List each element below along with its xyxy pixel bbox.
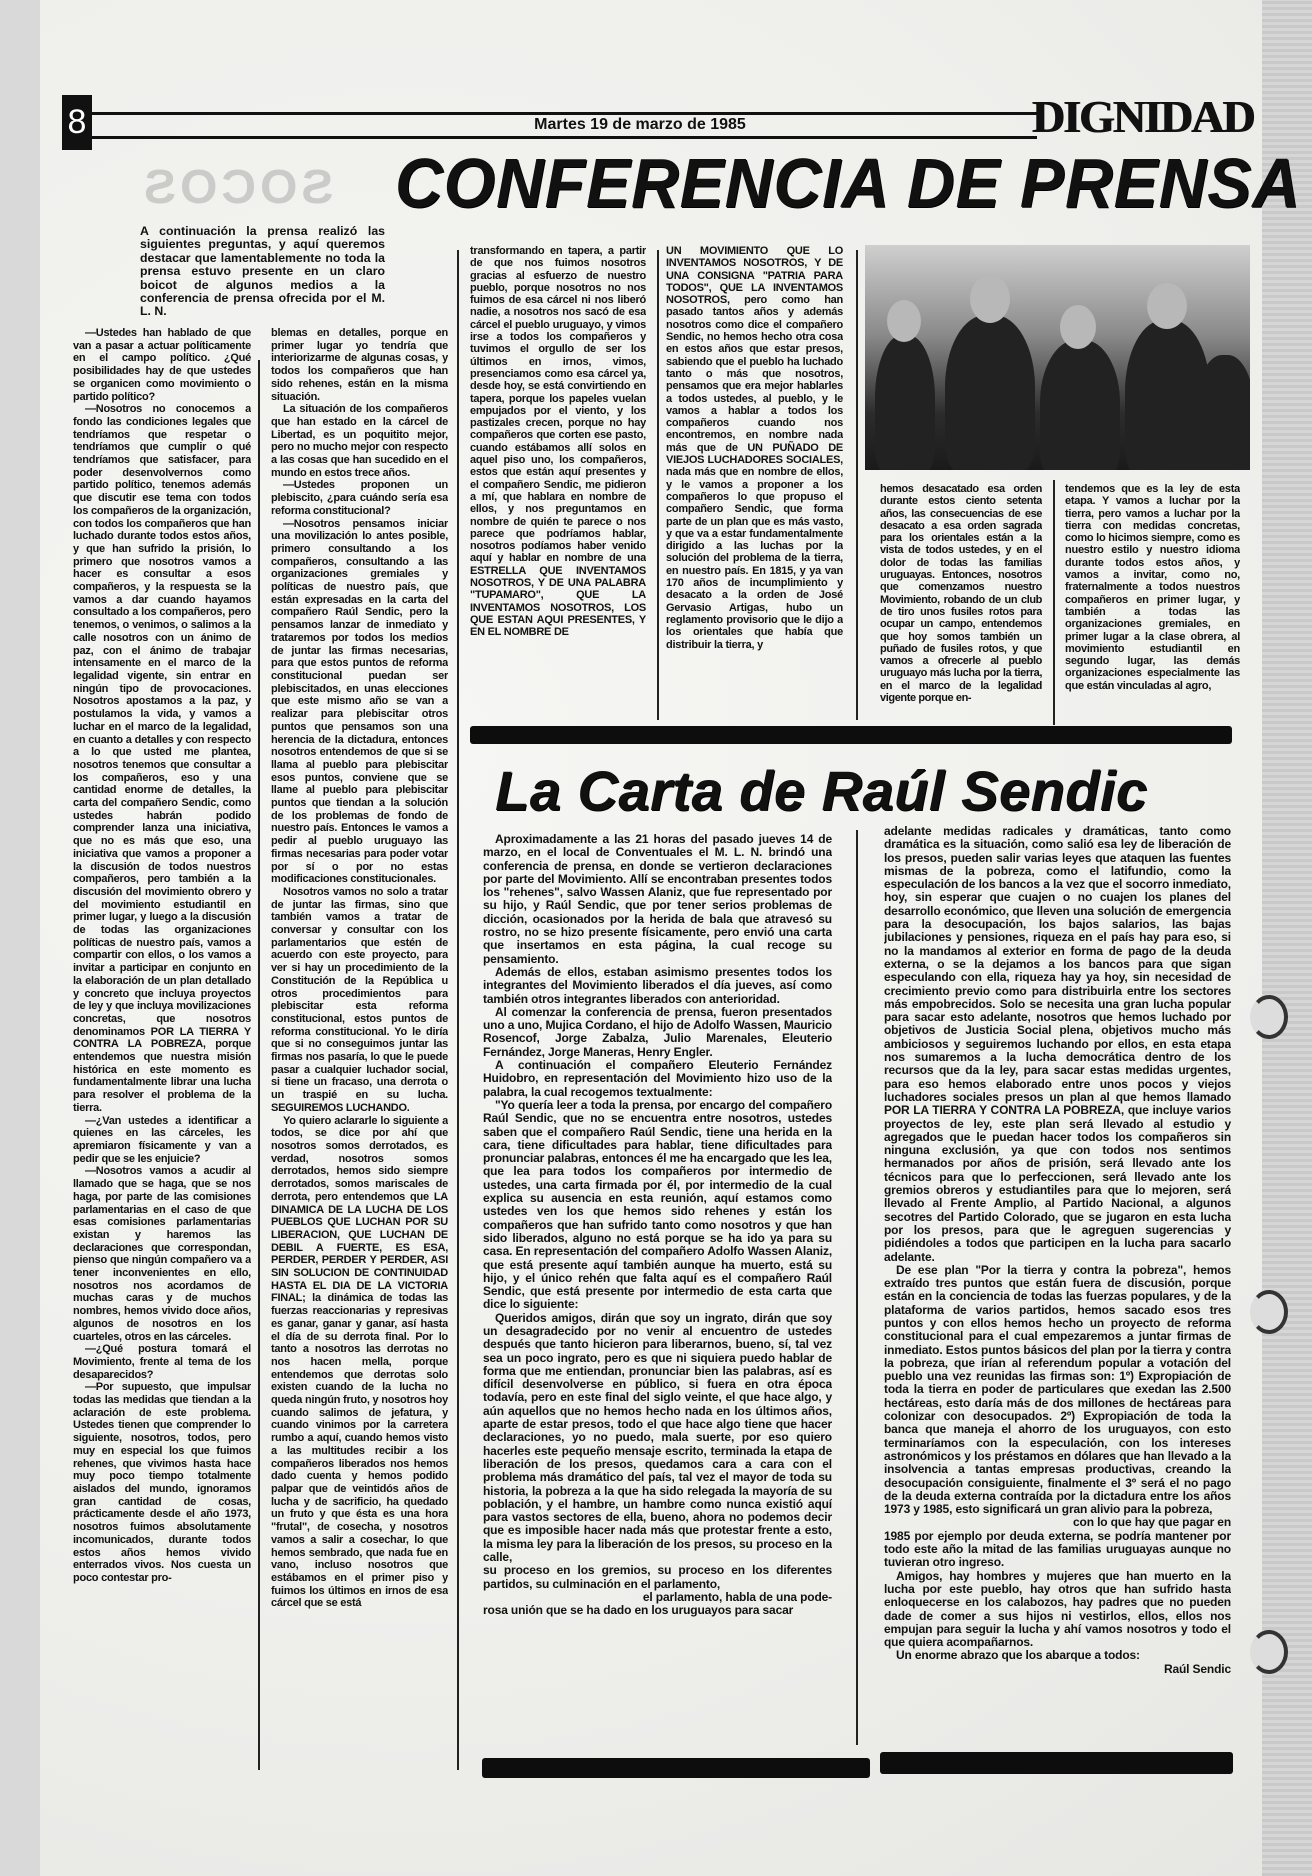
question-paragraph: —Ustedes han hablado de que van a pasar a actuar políticamente en el campo político. ¿Qué posibilidades hay de que ustedes se organicen como movimiento o partido político?: [73, 327, 251, 403]
letter-column-1: [483, 833, 832, 1743]
paragraph: Amigos, hay hombres y mujeres que han muerto en la lucha por este pueblo, hay otros que han sufrido hasta enloquecerse en los calabozos, hay padres que no pueden dade de comer a sus hijos ni vestirlos, ellos, ellos nos empujan para seguir la lucha y ahí vamos nosotros y todo el que quiera acompañarnos.: [884, 1568, 1231, 1650]
column-divider: [856, 830, 858, 1745]
paragraph: rosa unión que se ha dado en los uruguayos para sacar: [483, 1603, 794, 1618]
intro-paragraph: A continuación la prensa realizó las siguientes preguntas, y aquí queremos destacar que lamentablemente no toda la prensa estuvo presente en un claro boicot de algunos medios a la conferencia de prensa ofrecida por el M. L. N.: [140, 224, 385, 319]
binder-hole: [1250, 995, 1288, 1039]
paragraph: —Nosotros vamos a acudir al llamado que se haga, que se nos haga, por parte de las comisiones parlamentarias en el caso de que esas comisiones parlamentarias existan y haremos las declaraciones que correspondan, pienso que ningún compañero va a tener inconvenientes en ello, nosotros nos acordamos de muchas caras y de muchos nombres, hemos vivido doce años, algunos de nosotros en los cuarteles, otros en las cárceles.: [73, 1165, 251, 1343]
question-paragraph: —¿Van ustedes a identificar a quienes en las cárceles, les apremiaron físicamente y van a pedir que se les enjuicie?: [73, 1114, 251, 1165]
paragraph: —Por supuesto, que impulsar todas las medidas que tiendan a la aclaración de este problema. Ustedes tienen que comprender lo siguiente, nosotros, todos, pero muy en especial los que fuimos rehenes, que vivimos hasta hace muy poco tiempo totalmente aislados del mundo, ignoramos gran cantidad de cosas, prácticamente desde el año 1973, nosotros fuimos absolutamente incomunicados, durante todos estos años hemos vivido enterrados vivos. Nos cuesta un poco contestar pro-: [73, 1381, 251, 1584]
article-column-2: [271, 327, 448, 1769]
question-paragraph: —Ustedes proponen un plebiscito, ¿para cuándo sería esa reforma constitucional?: [271, 479, 448, 517]
header-rule-top: [92, 112, 1037, 115]
paragraph: Queridos amigos, dirán que soy un ingrato, dirán que soy un desagradecido por no venir al encuentro de ustedes después que tanto hicieron para liberarnos, bueno, sí, tal vez sea un poco ingrato, pero es que ni siquiera puedo hablar de forma que me entiendan, pronunciar bien las palabras, así es difícil desenvolverse en público, si fuera en otra época todavía, pero en este final del siglo veinte, el que hace algo, y aún aquellos que no hemos hecho nada en los últimos años, aparte de estar presos, todo el que hace algo tiene que hacer declaraciones, yo no puedo, mala suerte, por eso quiero hacerles este pequeño mensaje escrito, terminada la etapa de liberación de los presos, quedamos cara a cara con el problema más dramático del país, tal vez el mayor de toda su historia, la pobreza a la que ha sido relegada la mayoría de su población, y el hambre, un hambre como nunca existió aquí para vastos sectores de ella, bueno, ahora no podemos decir que es imposible hacer nada más que protestar frente a esto, la misma ley para la liberación de los presos, su proceso en la calle,: [483, 1310, 832, 1565]
binder-hole: [1250, 1630, 1288, 1674]
column-divider: [457, 250, 459, 1770]
page-number: 8: [62, 95, 92, 150]
section-separator-bar: [470, 726, 1232, 744]
question-paragraph: Al comenzar la conferencia de prensa, fueron presentados uno a uno, Mujica Cordano, el hijo de Adolfo Wassen, Mauricio Rosencof, Jorge Zabalza, Julio Marenales, Eleuterio Fernández, Jorge Maneras, Henry Engler.: [483, 1004, 832, 1059]
letter-column-2: [884, 825, 1231, 1745]
article-column-5: [880, 483, 1042, 728]
article-column-1: [73, 327, 251, 1769]
signature: Raúl Sendic: [1163, 1661, 1231, 1676]
paragraph: De ese plan "Por la tierra y contra la pobreza", hemos extraído tres puntos que están fuera de discusión, porque están en la conciencia de todas las fuerzas populares, y de la plataforma de varios partidos, hemos sacado esos tres puntos y con ellos hemos hecho un proyecto de reforma constitucional para el cual empezaremos a juntar firmas de inmediato. Estos puntos básicos del plan por la tierra y contra la pobreza, que irían al referendum popular a votación del pueblo una vez reunidas las firmas son: 1º) Expropiación de toda la tierra en poder de particulares que exedan las 2.500 hectáreas, esto daría más de dos millones de hectáreas para colonizar con desocupados. 2º) Expropiación de toda la banca que maneja el ahorro de los uruguayos, con esto terminaríamos con la especulación, con los intereses astronómicos y los préstamos en dólares que han llevado a la insolvencia a tantas empresas productivas, creando la desocupación consiguiente, finalmente el 3º será el no pago de la deuda externa contraída por la dictadura entre los años 1973 y 1985, esto significará un gran alivio para la pobreza,: [884, 1262, 1231, 1517]
paragraph: Nosotros vamos no solo a tratar de juntar las firmas, sino que también vamos a tratar de conversar y consultar con los parlamentarios que estén de acuerdo con este proyecto, para ver si hay un procedimiento de la Constitución de la República u otros procedimientos para plebiscitar esta reforma constitucional, estos puntos de reforma constitucional. Yo le diría que si no conseguimos juntar las firmas nos pasaría, lo que le puede pasar a cualquier luchador social, si tiene un fracaso, una derrota o un traspié en su lucha. SEGUIREMOS LUCHANDO.: [271, 885, 448, 1114]
article-column-6: [1065, 483, 1240, 728]
paragraph: —Nosotros no conocemos a fondo las condiciones legales que tendríamos que respetar o tendríamos que cumplir o qué tendríamos que satisfacer, para poder desenvolvernos como partido político, tenemos además que discutir ese tema con todos los compañeros de la organización, con todos los compañeros que han luchado durante todos estos años, y que han sufrido la prisión, lo primero que nosotros vamos a hacer es consultar a esos compañeros, y la respuesta se la vamos a dar cuando hayamos consultado a los compañeros, pero tenemos, o venimos, o salimos a la calle nosotros con un ánimo de paz, con el ánimo de trabajar intensamente en el marco de la legalidad vigente, sin entrar en ningún tipo de provocaciones. Nosotros apostamos a la paz, y postulamos la vida, y vamos a luchar en el marco de la legalidad, en cuanto a detalles y con respecto a lo que usted me plantea, nosotros tenemos que consultar a los compañeros, eso y una cantidad enorme de detalles, la carta del compañero Sendic, como ustedes habrán podido comprender lanza una iniciativa, que no es más que eso, una iniciativa que vamos a proponer a la discusión de todos nuestros compañeros, pero también a la discusión del movimiento obrero y del movimiento estudiantil en primer lugar, y luego a la discusión de todas las organizaciones políticas de nuestro país, vamos a compartir con ellos, o los vamos a invitar a participar en conjunto en la elaboración de un plan detallado y concreto que incluya proyectos de ley y que incluya movilizaciones concretas, que nosotros denominamos POR LA TIERRA Y CONTRA LA POBREZA, porque entendemos que nuestra misión histórica en este momento es fundamentalmente librar una lucha para resolver el problema de la tierra.: [73, 403, 251, 1114]
column-divider: [1053, 480, 1055, 725]
masthead-logo: DIGNIDAD: [1031, 91, 1254, 142]
question-paragraph: Además de ellos, estaban asimismo presentes todos los integrantes del Movimiento liberados el día jueves, así como también otros integrantes liberados con anterioridad.: [483, 964, 832, 1006]
paragraph: el parlamento, habla de una pode-: [642, 1589, 832, 1604]
header-rule-bottom: [92, 136, 1037, 139]
headline-carta: La Carta de Raúl Sendic: [495, 759, 1148, 822]
scan-edge: [1262, 0, 1312, 1876]
column-divider: [258, 360, 260, 1770]
press-conference-photo: [865, 245, 1250, 470]
paragraph: Un enorme abrazo que los abarque a todos:: [896, 1648, 1140, 1663]
paragraph: 1985 por ejemplo por deuda externa, se podría mantener por todo este año la mitad de las familias uruguayas aunque no tuvieran otro ingreso.: [884, 1528, 1231, 1570]
paragraph: tendemos que es la ley de esta etapa. Y vamos a luchar por la tierra, pero vamos a luchar por la tierra con medidas concretas, como lo hicimos siempre, como es nuestro estilo y nuestro idioma durante todos estos años, y vamos a invitar, como no, fraternalmente a todos nuestros compañeros en primer lugar, y también a todas las organizaciones gremiales, en primer lugar a la clase obrera, al movimiento estudiantil en segundo lugar, las demás organizaciones especialmente las que están vinculadas al agro,: [1065, 483, 1240, 692]
headline-conferencia: CONFERENCIA DE PRENSA: [395, 144, 1301, 222]
paragraph: "Yo quería leer a toda la prensa, por encargo del compañero Raúl Sendic, que no se encuentra entre nosotros, ustedes saben que el compañero Raúl Sendic, tiene una herida en la cara, tiene dificultades para hablar, tiene dificultades para pronunciar palabras, entonces él me ha encargado que les lea, que lea para todos los compañeros por intermedio de ustedes, una carta firmada por él, por intermedio de la cual explica su ausencia en esta reunión, aquí estamos como ustedes ven los que hemos sido rehenes y están los compañeros que han sufrido tanto como nosotros y que han sido liberados, alguno no está porque se ha ido ya para su casa. En representación del compañero Adolfo Wassen Alaniz, que está presente aquí también aunque ha muerto, está su hijo, y el único rehén que falta aquí es el compañero Raúl Sendic, que está presente por intermedio de esta carta que dice lo siguiente:: [483, 1097, 832, 1312]
paragraph: adelante medidas radicales y dramáticas, tanto como dramática es la situación, como salió esa ley de liberación de los presos, pueden salir varias leyes que ataquen las fuentes mismas de la pobreza, como el latifundio, como la especulación de los bancos a la vez que el socorro inmediato, hoy, sin esperar que cuajen o no cuajen los planes del desarrollo económico, que lleven una solución de emergencia para la desocupación, los bajos salarios, las bajas jubilaciones y pensiones, riqueza en el país hay para eso, si no la mandamos al exterior en forma de pago de la deuda externa, o se la dejamos a los bancos para que sigan especulando con ella, riqueza hay ya hoy, sin necesidad de crecimiento previo como para distribuirla entre los sectores más empobrecidos. Solo se necesita una gran lucha popular para sacar esto adelante, nosotros que hemos luchado por objetivos de Justicia Social plena, objetivos mucho más ambiciosos y seguiremos luchando por ellos, en esta etapa nos sumaremos a la lucha democrática dentro de los recursos que da la ley, para sacar estas medidas urgentes, para eso hemos elaborado entre unos pocos y viejos luchadores sociales presos un plan al que hemos llamado POR LA TIERRA Y CONTRA LA POBREZA, que incluye varios proyectos de ley, este plan será llevado al estudio y agregados que le puedan hacer todos los compañeros sin ninguna exclusión, ya que con todos nos sentimos hermanados por años de prisión, será llevado ante los técnicos para que lo perfeccionen, será llevado ante los gremios obreros y estudiantiles para que lo mejoren, será llevado al Frente Amplio, al Partido Nacional, a algunos secotres del Partido Colorado, que se jugaron en esta lucha por los presos, para que le agreguen sugerencias y pidiéndoles a todos que participen en la lucha para sacarlo adelante.: [884, 825, 1231, 1264]
column-divider: [657, 250, 659, 720]
article-column-3: [470, 245, 646, 723]
paragraph: con lo que hay que pagar en: [1073, 1515, 1231, 1530]
show-through-text: SOCOS: [140, 161, 334, 214]
paragraph: blemas en detalles, porque en primer lugar yo tendría que interiorizarme de algunas cosas, y todos los compañeros que han sido rehenes, están en la misma situación.: [271, 327, 448, 403]
paragraph: hemos desacatado esa orden durante estos ciento setenta años, las consecuencias de ese desacato a esa orden sagrada para los orientales están a la vista de todos ustedes, y en el dolor de todas las familias uruguayas. Entonces, nosotros que comenzamos nuestro Movimiento, robando de un club de tiro unos fusiles rotos para ocupar un campo, entendemos que hoy somos también un puñado de fusiles rotos, y que vamos a ofrecerle al pueblo uruguayo más lucha por la tierra, en el marco de la legalidad vigente porque en-: [880, 483, 1042, 705]
article-column-4: [666, 245, 843, 723]
paragraph: UN MOVIMIENTO QUE LO INVENTAMOS NOSOTROS, Y DE UNA CONSIGNA "PATRIA PARA TODOS", QUE LA INVENTAMOS NOSOTROS, pero como han pasado tantos años y además nosotros como dice el compañero Sendic, no hemos hecho otra cosa en estos años que estar presos, sabiendo que el pueblo ha luchado tanto o más que nosotros, pensamos que era mejor hablarles a todos ustedes, al pueblo, y le vamos a hablar a todos los compañeros cuando nos encontremos, en nombre nada más que de UN PUÑADO DE VIEJOS LUCHADORES SOCIALES, nada más que en nombre de ellos, y le vamos a proponer a los compañeros lo que propuso el compañero Sendic, que forma parte de un plan que es más vasto, y que va a estar fundamentalmente dirigido a las luchas por la solución del problema de la tierra, en nuestro país. En 1815, y ya van 170 años de incumplimiento y desacato a la orden de José Gervasio Artigas, hubo un reglamento provisorio que le dijo a los orientales que había que distribuir la tierra, y: [666, 245, 843, 651]
footer-bar: [482, 1758, 870, 1778]
question-paragraph: —¿Qué postura tomará el Movimiento, frente al tema de los desaparecidos?: [73, 1343, 251, 1381]
paragraph: La situación de los compañeros que han estado en la cárcel de Libertad, es un poquitito mejor, pero no mucho mejor con respecto a las cosas que han sucedido en el mundo en estos trece años.: [271, 403, 448, 479]
question-paragraph: A continuación el compañero Eleuterio Fernández Huidobro, en representación del Movimiento hizo uso de la palabra, la cual recogemos textualmente:: [483, 1058, 832, 1099]
paragraph: transformando en tapera, a partir de que nos fuimos nosotros gracias al esfuerzo de nuestro pueblo, porque nosotros no nos fuimos de esa cárcel ni nos liberó nadie, a nosotros nos sacó de esa cárcel el pueblo uruguayo, y vimos irse a todos los compañeros y tuvimos el orgullo de ser los últimos en irnos, vimos, presenciamos como esa cárcel ya, desde hoy, se está convirtiendo en tapera, porque los papeles vuelan empujados por el viento, y los pastizales crecen, porque no hay compañeros que corten ese pasto, cuando estábamos allí solos en aquel piso uno, los compañeros, estos que están aquí presentes y el compañero Sendic, me pidieron a mí, que hablara en nombre de ellos, y nos preguntamos en nombre de quién te parece o nos parece que podríamos hablar, nosotros podíamos haber venido aquí y hablar en nombre de una ESTRELLA QUE INVENTAMOS NOSOTROS, Y DE UNA PALABRA "TUPAMARO", QUE LA INVENTAMOS NOSOTROS, LOS QUE ESTAN AQUI PRESENTES, Y EN EL NOMBRE DE: [470, 245, 646, 639]
footer-bar: [880, 1752, 1233, 1774]
question-paragraph: Aproximadamente a las 21 horas del pasado jueves 14 de marzo, en el local de Conventuales el M. L. N. brindó una conferencia de prensa, en donde se vertieron declaraciones por parte del Movimiento. Allí se encontraban presentes todos los "rehenes", salvo Wassen Alaniz, que fue representado por su hijo, y Raúl Sendic, que por tener serios problemas de dicción, ocasionados por la herida de bala que atravesó su rostro, no se hizo presente físicamente, pero envió una carta que insertamos en esta página, la cual recoge su pensamiento.: [483, 833, 832, 966]
paragraph: —Nosotros pensamos iniciar una movilización lo antes posible, primero consultando a los compañeros, consultando a las organizaciones gremiales y políticas de nuestro país, que están expresadas en la carta del compañero Raúl Sendic, pero la pensamos lanzar de inmediato y trataremos por todos los medios de juntar las firmas necesarias, para que estos puntos de reforma constitucional puedan ser plebiscitados, en unas elecciones que este mismo año se van a realizar para plebiscitar otros puntos que pensamos son una herencia de la dictadura, entonces nosotros entendemos de que si se llama al pueblo para plebiscitar esos puntos, conviene que se llame al pueblo para plebiscitar puntos que tiendan a la solución de los problemas de fondo de nuestro país. Entonces le vamos a pedir al pueblo uruguayo las firmas necesarias para poder votar por sí o por no estas modificaciones constitucionales.: [271, 517, 448, 886]
paragraph: Yo quiero aclararle lo siguiente a todos, se dice por ahí que nosotros somos derrotados, es verdad, nosotros somos derrotados, hemos sido siempre derrotados, somos mariscales de derrota, pero entendemos que LA DINAMICA DE LA LUCHA DE LOS PUEBLOS QUE LUCHAN POR SU LIBERACION, QUE LUCHAN DE DEBIL A FUERTE, ES ESA, PERDER, PERDER Y PERDER, ASI SIN SOLUCION DE CONTINUIDAD HASTA EL DIA DE LA VICTORIA FINAL; la dinámica de todas las fuerzas reaccionarias y represivas es ganar, ganar y ganar, así hasta el día de su derrota final. Por lo tanto a nosotros las derrotas no nos hacen mella, porque entendemos que derrotas solo existen cuando de la lucha no queda ningún fruto, y nosotros hoy cuando salimos de jefatura, y cuando vinimos por la carretera rumbo a aquí, cuando hemos visto a las multitudes recibir a los compañeros liberados nos hemos dado cuenta y hemos podido palpar que de veintidós años de lucha y de sacrificio, ha quedado un fruto y que ésta es una hora "frutal", de cosecha, y nosotros vamos a salir a cosechar, lo que hemos sembrado, que nada fue en vano, incluso nosotros que estábamos en el primer piso y fuimos los últimos en irnos de esa cárcel que se está: [271, 1114, 448, 1610]
paragraph: su proceso en los gremios, su proceso en los diferentes partidos, su culminación en el parlamento,: [483, 1563, 832, 1591]
issue-date: Martes 19 de marzo de 1985: [534, 116, 746, 133]
binder-hole: [1250, 1290, 1288, 1334]
column-divider: [856, 250, 858, 720]
